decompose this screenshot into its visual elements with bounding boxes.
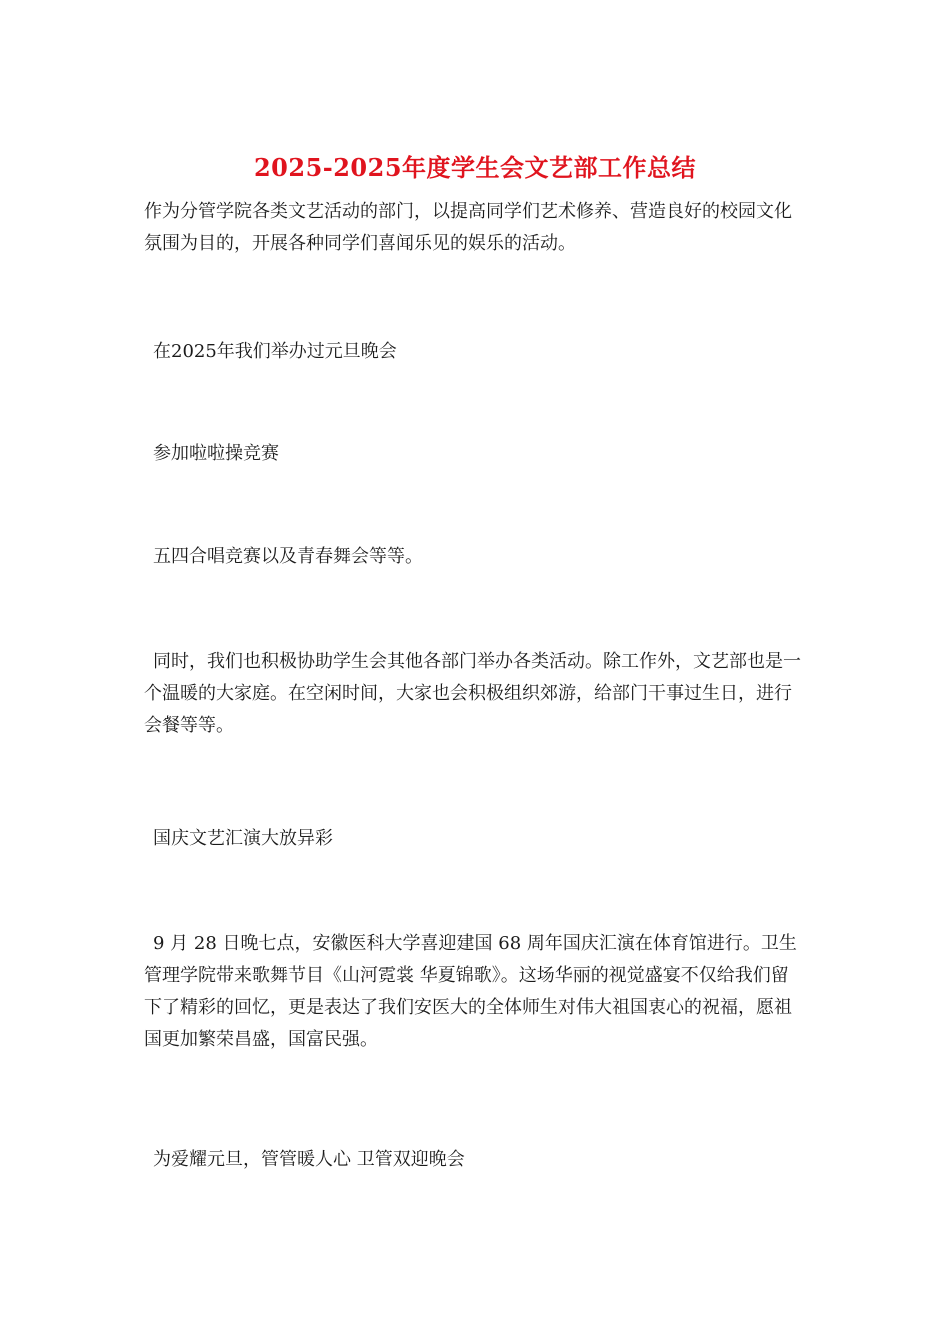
paragraph-national-day-detail: 9 月 28 日晚七点，安徽医科大学喜迎建国 68 周年国庆汇演在体育馆进行。卫生管理学院带来歌舞节目《山河霓裳 华夏锦歌》。这场华丽的视觉盛宴不仅给我们留下了精彩的回忆，更是表达了我们安医大的全体师生对伟大祖国衷心的祝福，愿祖国更加繁荣昌盛，国富民强。	[144, 933, 797, 1050]
paragraph-new-year-heading: 为爱耀元旦，管管暖人心 卫管双迎晚会	[153, 1149, 465, 1170]
paragraph-chorus: 五四合唱竞赛以及青春舞会等等。	[153, 546, 423, 567]
paragraph-cooperation: 同时，我们也积极协助学生会其他各部门举办各类活动。除工作外，文艺部也是一个温暖的大家庭。在空闲时间，大家也会积极组织郊游，给部门干事过生日，进行会餐等等。	[144, 651, 801, 736]
paragraph-new-year-gala: 在2025年我们举办过元旦晚会	[153, 341, 397, 362]
paragraph-cheerleading: 参加啦啦操竞赛	[153, 443, 279, 464]
paragraph-national-day-heading: 国庆文艺汇演大放异彩	[153, 828, 333, 849]
paragraph-intro: 作为分管学院各类文艺活动的部门，以提高同学们艺术修养、营造良好的校园文化氛围为目的，开展各种同学们喜闻乐见的娱乐的活动。	[144, 201, 792, 254]
document-title: 2025-2025年度学生会文艺部工作总结	[253, 153, 697, 182]
